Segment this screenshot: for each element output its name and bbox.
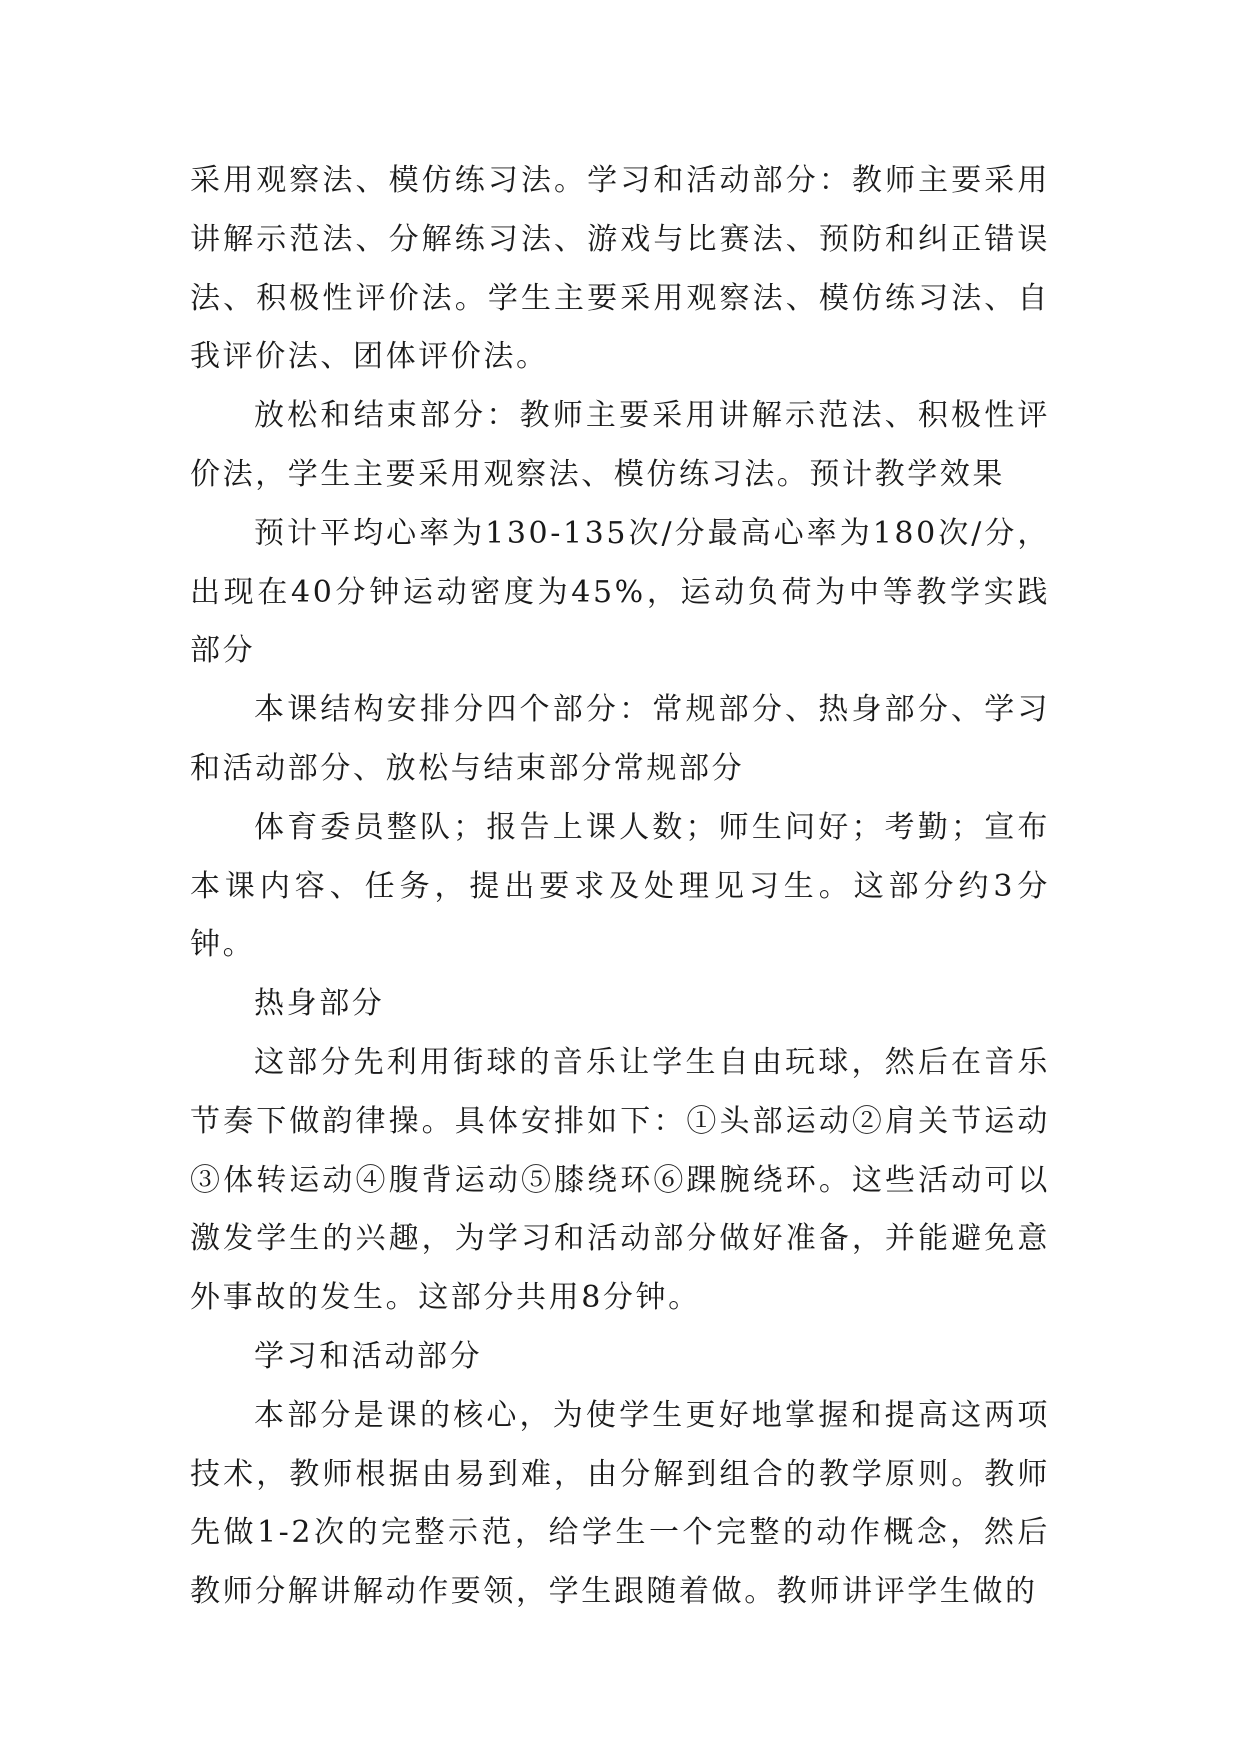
heading-warmup: 热身部分 [254, 986, 385, 1022]
paragraph-routine-section: 体育委员整队；报告上课人数；师生问好；考勤；宣布本课内容、任务，提出要求及处理见习生。这部分约3分钟。 [190, 809, 1050, 963]
paragraph-core-section: 本部分是课的核心，为使学生更好地掌握和提高这两项技术，教师根据由易到难，由分解到组合的教学原则。教师先做1-2次的完整示范，给学生一个完整的动作概念，然后教师分解讲解动作要领，学生跟随着做。教师讲评学生做的 [190, 1397, 1050, 1610]
paragraph-lesson-structure: 本课结构安排分四个部分：常规部分、热身部分、学习和活动部分、放松与结束部分常规部分 [190, 692, 1050, 786]
paragraph-warmup-details: 这部分先利用街球的音乐让学生自由玩球，然后在音乐节奏下做韵律操。具体安排如下：①头部运动②肩关节运动③体转运动④腹背运动⑤膝绕环⑥踝腕绕环。这些活动可以激发学生的兴趣，为学习和活动部分做好准备，并能避免意外事故的发生。这部分共用8分钟。 [190, 1044, 1050, 1316]
paragraph-expected-heart-rate: 预计平均心率为130-135次/分最高心率为180次/分，出现在40分钟运动密度为45%，运动负荷为中等教学实践部分 [190, 515, 1050, 669]
heading-learning-activity: 学习和活动部分 [254, 1338, 483, 1374]
paragraph-teaching-methods: 采用观察法、模仿练习法。学习和活动部分：教师主要采用讲解示范法、分解练习法、游戏与比赛法、预防和纠正错误法、积极性评价法。学生主要采用观察法、模仿练习法、自我评价法、团体评价法。 [190, 163, 1050, 375]
paragraph-relaxation-section: 放松和结束部分：教师主要采用讲解示范法、积极性评价法，学生主要采用观察法、模仿练习法。预计教学效果 [190, 398, 1050, 492]
document-body [190, 152, 1050, 1622]
